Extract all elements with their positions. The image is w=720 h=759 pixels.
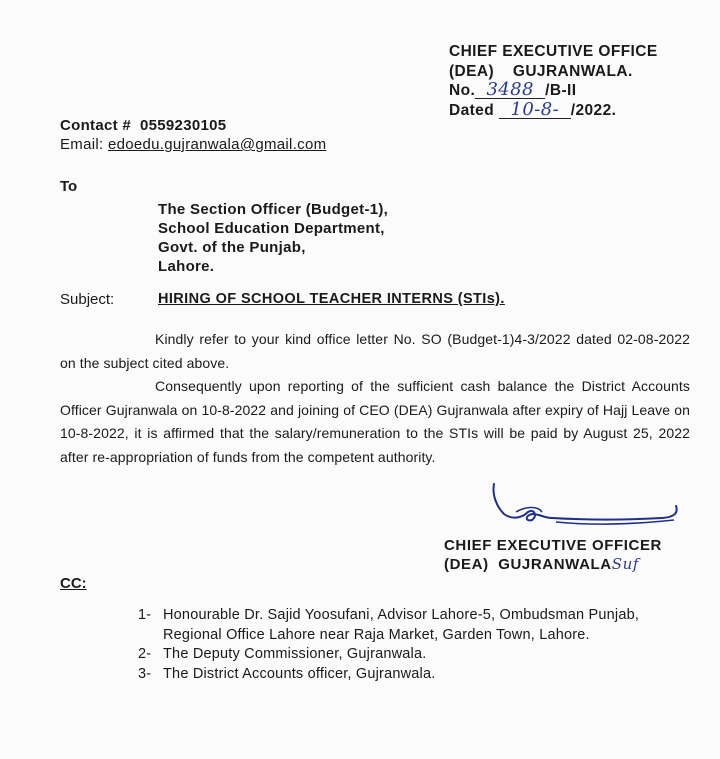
signer-office: (DEA) GUJRANWALASuf (444, 555, 639, 573)
signer-block (444, 536, 662, 574)
cc-label: CC: (60, 575, 87, 592)
email-link[interactable]: edoedu.gujranwala@gmail.com (107, 136, 327, 153)
office-location: (DEA) GUJRANWALA. (449, 62, 633, 80)
handwritten-number: 3488 (475, 81, 545, 99)
cc-item-text: The Deputy Commissioner, Gujranwala. (163, 646, 427, 662)
letter-number: No. 3488 /B-II (449, 79, 577, 100)
body-paragraph-2: Consequently upon reporting of the sufficient cash balance the District Accounts Officer Gujranwala on 10-8-2022 and joining of CEO (DEA) Gujranwala after expiry of Hajj Leave on 10-8-2022, it is affirmed that the salary/remuneration to the STIs will be paid by August 25, 2022 after re-appropriation of funds from the competent authority. (60, 378, 690, 465)
cc-item-text: Honourable Dr. Sajid Yoosufani, Advisor Lahore-5, Ombudsman Punjab, Regional Office Lahore near Raja Market, Garden Town, Lahore. (163, 607, 640, 643)
office-title: CHIEF EXECUTIVE OFFICE (449, 43, 658, 60)
addressee-line: Lahore. (158, 258, 215, 275)
addressee-line: Govt. of the Punjab, (158, 239, 306, 256)
cc-item-text: The District Accounts officer, Gujranwala. (163, 665, 436, 682)
cc-item-number: 1- (138, 607, 152, 623)
subject-label: Subject: (60, 291, 115, 308)
contact-block (60, 116, 326, 154)
addressee-line: The Section Officer (Budget-1), (158, 201, 389, 218)
contact-phone: Contact # 0559230105 (60, 117, 227, 134)
to-label: To (60, 178, 78, 195)
addressee-block (158, 200, 388, 276)
handwritten-initials: Suf (611, 555, 639, 573)
handwritten-date: 10-8- (499, 101, 571, 119)
cc-item (138, 606, 663, 645)
cc-list (138, 606, 663, 684)
signer-title: CHIEF EXECUTIVE OFFICER (444, 537, 662, 554)
signature (486, 482, 686, 537)
addressee-line: School Education Department, (158, 220, 385, 237)
body-paragraph-1: Kindly refer to your kind office letter No. SO (Budget-1)4-3/2022 dated 02-08-2022 on the subject cited above. (60, 331, 690, 371)
subject-text: HIRING OF SCHOOL TEACHER INTERNS (STIs). (158, 291, 505, 307)
cc-item (138, 665, 663, 685)
letter-date: Dated 10-8- /2022. (449, 98, 617, 120)
cc-item (138, 645, 663, 665)
contact-email-line: Email: edoedu.gujranwala@gmail.com (60, 136, 327, 153)
letter-body (60, 328, 690, 469)
office-header (449, 42, 658, 120)
cc-item-number: 3- (138, 665, 152, 682)
cc-item-number: 2- (138, 646, 152, 662)
